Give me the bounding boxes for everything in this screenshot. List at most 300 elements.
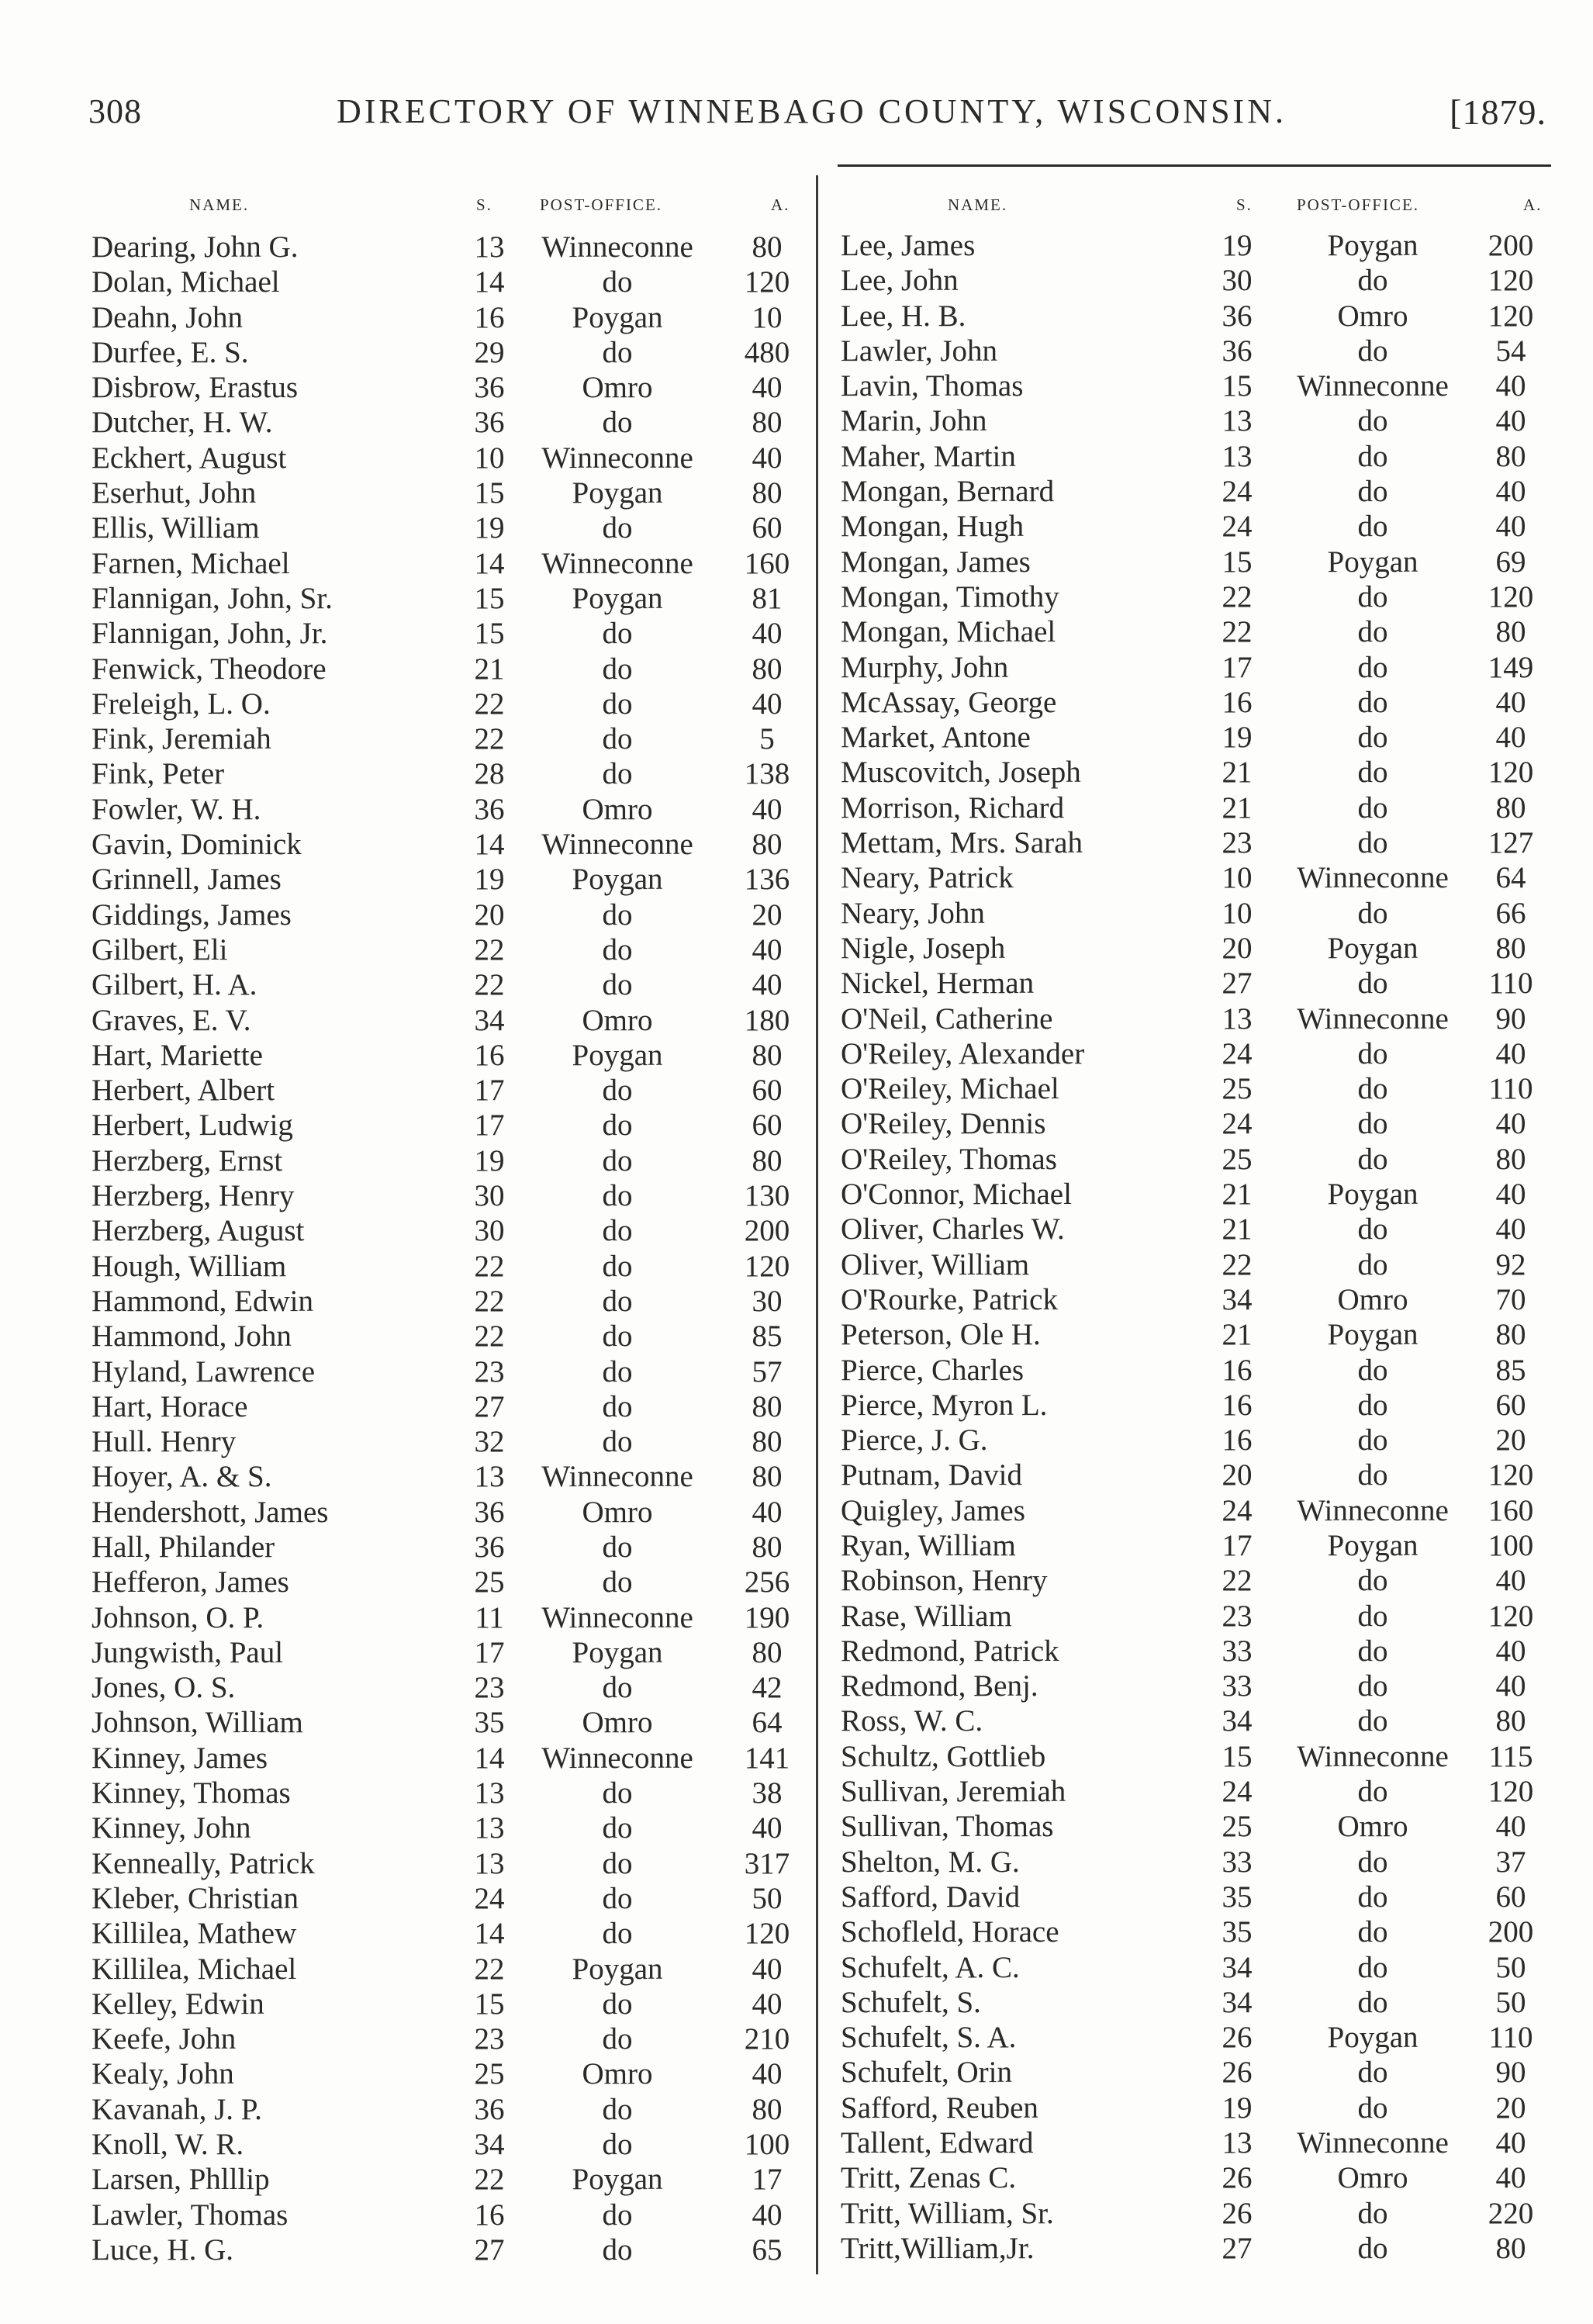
entry-name: Farnen, Michael	[92, 546, 290, 580]
table-row	[841, 1106, 1548, 1141]
entry-section: 32	[474, 1425, 505, 1459]
entry-section: 27	[1222, 967, 1253, 1001]
entry-section: 26	[1222, 2161, 1253, 2195]
entry-post-office: do	[602, 1143, 633, 1178]
entry-acres: 120	[744, 1917, 790, 1951]
entry-name: Killilea, Michael	[92, 1952, 297, 1986]
entry-name: Fink, Jeremiah	[92, 722, 271, 756]
entry-acres: 57	[752, 1354, 783, 1389]
entry-section: 15	[474, 476, 505, 510]
entry-name: Herbert, Ludwig	[92, 1108, 293, 1143]
entry-name: Lawler, Thomas	[92, 2198, 289, 2232]
entry-post-office: do	[1357, 579, 1388, 614]
entry-section: 16	[1222, 685, 1253, 719]
entry-post-office: do	[602, 1530, 633, 1564]
entry-name: O'Reiley, Dennis	[841, 1107, 1046, 1141]
entry-section: 33	[1222, 1845, 1253, 1879]
entry-post-office: do	[1357, 1985, 1388, 2019]
entry-name: Mongan, Timothy	[841, 579, 1059, 614]
entry-acres: 100	[744, 2128, 790, 2162]
entry-name: O'Reiley, Alexander	[841, 1036, 1085, 1070]
entry-name: Shelton, M. G.	[841, 1845, 1020, 1879]
entry-acres: 40	[1495, 1178, 1526, 1212]
entry-section: 13	[474, 230, 505, 264]
entry-section: 24	[1222, 1036, 1253, 1070]
entry-post-office: Omro	[582, 371, 653, 405]
entry-name: Mongan, Michael	[841, 615, 1056, 649]
entry-section: 22	[474, 1952, 505, 1986]
entry-post-office: do	[602, 757, 633, 791]
table-row	[88, 335, 810, 370]
entry-acres: 64	[1495, 861, 1526, 895]
entry-post-office: Poygan	[572, 476, 663, 510]
entry-section: 36	[1222, 334, 1253, 368]
entry-post-office: Poygan	[1327, 1528, 1418, 1562]
entry-section: 22	[1222, 615, 1253, 649]
table-row	[841, 1914, 1548, 1949]
table-row	[841, 1563, 1548, 1598]
entry-name: Herzberg, August	[92, 1214, 305, 1248]
entry-section: 27	[474, 2232, 505, 2267]
entry-acres: 54	[1495, 334, 1526, 368]
entry-name: Safford, Reuben	[841, 2091, 1038, 2125]
entry-section: 17	[1222, 650, 1253, 684]
left-column-headers	[88, 195, 810, 223]
entry-acres: 80	[752, 1635, 783, 1669]
table-row	[88, 1741, 810, 1776]
entry-post-office: do	[1357, 1036, 1388, 1070]
table-row	[88, 1003, 810, 1038]
entry-name: Gilbert, Eli	[92, 932, 228, 967]
entry-name: Nigle, Joseph	[841, 931, 1006, 965]
entry-acres: 40	[1495, 685, 1526, 719]
entry-post-office: Poygan	[1327, 545, 1418, 579]
entry-post-office: Poygan	[1327, 2021, 1418, 2055]
entry-post-office: do	[602, 1846, 633, 1880]
entry-name: Hendershott, James	[92, 1495, 329, 1529]
table-row	[88, 897, 810, 932]
entry-name: Deahn, John	[92, 300, 243, 334]
entry-section: 28	[474, 757, 505, 791]
entry-post-office: do	[1357, 826, 1388, 860]
entry-section: 23	[474, 2022, 505, 2056]
table-row	[841, 1071, 1548, 1106]
entry-post-office: do	[602, 1214, 633, 1248]
entry-section: 11	[475, 1600, 504, 1634]
entry-post-office: do	[602, 897, 633, 932]
entry-name: Oliver, William	[841, 1247, 1030, 1281]
entry-acres: 138	[744, 757, 790, 791]
entry-section: 35	[1222, 1915, 1253, 1949]
table-row	[841, 825, 1548, 860]
entry-acres: 136	[744, 863, 790, 897]
entry-acres: 50	[1495, 1950, 1526, 1984]
entry-name: Jungwisth, Paul	[92, 1635, 284, 1669]
entry-section: 25	[1222, 1810, 1253, 1844]
entry-section: 15	[474, 581, 505, 615]
entry-section: 24	[1222, 1775, 1253, 1809]
entry-section: 30	[474, 1214, 505, 1248]
entry-post-office: do	[1357, 1564, 1388, 1598]
entry-post-office: do	[602, 1354, 633, 1389]
entry-section: 29	[474, 335, 505, 369]
entry-section: 13	[474, 1846, 505, 1880]
entry-post-office: Winneconne	[541, 1600, 693, 1634]
table-row	[841, 1493, 1548, 1528]
entry-acres: 80	[752, 1143, 783, 1178]
entry-name: Ross, W. C.	[841, 1704, 983, 1738]
entry-acres: 40	[1495, 1212, 1526, 1247]
entry-acres: 256	[744, 1565, 790, 1599]
entry-name: Peterson, Ole H.	[841, 1318, 1041, 1352]
entry-post-office: Omro	[1337, 299, 1408, 333]
entry-section: 13	[1222, 2126, 1253, 2160]
table-row	[88, 652, 810, 686]
entry-section: 22	[474, 686, 505, 721]
entry-post-office: Omro	[1337, 1282, 1408, 1316]
table-row	[841, 755, 1548, 790]
entry-section: 36	[474, 406, 505, 440]
entry-post-office: Winneconne	[541, 230, 693, 264]
entry-name: Hammond, John	[92, 1319, 292, 1354]
table-row	[841, 1423, 1548, 1458]
table-row	[841, 1703, 1548, 1738]
entry-acres: 127	[1488, 826, 1534, 860]
table-row	[88, 1776, 810, 1810]
entry-acres: 60	[752, 1074, 783, 1108]
entry-post-office: do	[602, 1108, 633, 1143]
entry-section: 15	[474, 617, 505, 651]
entry-post-office: do	[1357, 650, 1388, 684]
entry-name: Muscovitch, Joseph	[841, 756, 1081, 790]
entry-acres: 40	[1495, 404, 1526, 438]
entry-section: 36	[474, 2092, 505, 2126]
entry-acres: 80	[1495, 439, 1526, 473]
table-row	[841, 2055, 1548, 2090]
entry-name: Dearing, John G.	[92, 230, 299, 264]
entry-acres: 40	[752, 1987, 783, 2021]
entry-post-office: do	[602, 1917, 633, 1951]
entry-section: 25	[474, 2057, 505, 2091]
table-row	[88, 2092, 810, 2127]
entry-post-office: do	[602, 1776, 633, 1810]
entry-acres: 200	[744, 1214, 790, 1248]
entry-name: Larsen, Phlllip	[92, 2163, 270, 2197]
entry-name: Kinney, James	[92, 1741, 268, 1775]
entry-name: Kavanah, J. P.	[92, 2092, 262, 2126]
entry-post-office: do	[1357, 1915, 1388, 1949]
entry-post-office: Omro	[582, 1495, 653, 1529]
entry-post-office: do	[1357, 615, 1388, 649]
table-row	[88, 1916, 810, 1951]
entry-name: Marin, John	[841, 404, 987, 438]
entry-name: Tritt,William,Jr.	[841, 2231, 1035, 2265]
entry-name: Eckhert, August	[92, 441, 287, 475]
entry-name: Schultz, Gottlieb	[841, 1739, 1046, 1773]
entry-name: Sullivan, Thomas	[841, 1810, 1054, 1844]
entry-section: 13	[1222, 439, 1253, 473]
table-row	[88, 370, 810, 405]
entry-section: 15	[1222, 1739, 1253, 1773]
entry-acres: 110	[1488, 967, 1533, 1001]
entry-post-office: do	[1357, 1880, 1388, 1914]
entry-section: 33	[1222, 1669, 1253, 1703]
table-row	[88, 1600, 810, 1635]
entry-post-office: do	[1357, 404, 1388, 438]
table-row	[88, 300, 810, 335]
table-row	[88, 2162, 810, 2197]
table-row	[88, 827, 810, 862]
entry-name: Schufelt, A. C.	[841, 1950, 1020, 1984]
entry-section: 21	[1222, 1212, 1253, 1247]
entry-acres: 40	[752, 441, 783, 475]
table-row	[841, 368, 1548, 403]
table-row	[841, 1142, 1548, 1177]
table-row	[88, 1073, 810, 1108]
entry-acres: 85	[1495, 1353, 1526, 1387]
entry-name: Luce, H. G.	[92, 2232, 234, 2267]
entry-acres: 40	[1495, 510, 1526, 544]
entry-post-office: Winneconne	[1297, 2126, 1449, 2160]
entry-section: 27	[1222, 2231, 1253, 2265]
entry-acres: 317	[744, 1846, 790, 1880]
entry-section: 24	[474, 1881, 505, 1915]
entry-name: Kleber, Christian	[92, 1881, 299, 1915]
left-header-acres: A.	[771, 195, 790, 214]
table-row	[841, 1950, 1548, 1985]
table-row	[841, 1317, 1548, 1352]
entry-acres: 40	[1495, 1107, 1526, 1141]
entry-acres: 180	[744, 1003, 790, 1037]
entry-acres: 200	[1488, 1915, 1534, 1949]
table-row	[841, 685, 1548, 720]
table-row	[88, 1389, 810, 1424]
entry-post-office: Omro	[1337, 1810, 1408, 1844]
table-row	[841, 614, 1548, 649]
entry-name: Herzberg, Henry	[92, 1179, 295, 1213]
table-row	[841, 1985, 1548, 2020]
table-row	[88, 405, 810, 440]
entry-section: 25	[474, 1565, 505, 1599]
entry-name: Lee, John	[841, 264, 959, 298]
entry-acres: 38	[752, 1776, 783, 1810]
entry-name: Jones, O. S.	[92, 1671, 236, 1705]
table-row	[841, 2160, 1548, 2195]
entry-post-office: Omro	[582, 1706, 653, 1740]
entry-post-office: do	[602, 511, 633, 545]
table-row	[841, 1177, 1548, 1212]
entry-section: 15	[1222, 369, 1253, 403]
entry-name: Rase, William	[841, 1599, 1012, 1633]
entry-name: Ryan, William	[841, 1528, 1016, 1562]
entry-acres: 42	[752, 1671, 783, 1705]
table-row	[88, 1354, 810, 1389]
entry-acres: 60	[1495, 1880, 1526, 1914]
entry-acres: 200	[1488, 229, 1534, 262]
entry-acres: 190	[744, 1600, 790, 1634]
entry-acres: 85	[752, 1319, 783, 1354]
entry-acres: 92	[1495, 1247, 1526, 1281]
table-row	[841, 1212, 1548, 1247]
entry-acres: 40	[1495, 721, 1526, 755]
entry-post-office: Poygan	[1327, 229, 1418, 262]
entry-acres: 480	[744, 335, 790, 369]
entry-post-office: do	[1357, 685, 1388, 719]
entry-acres: 81	[752, 581, 783, 615]
entry-section: 22	[474, 1284, 505, 1318]
entry-name: Herbert, Albert	[92, 1074, 275, 1108]
entry-name: Knoll, W. R.	[92, 2128, 244, 2162]
entry-post-office: Winneconne	[541, 546, 693, 580]
entry-acres: 5	[759, 722, 775, 756]
entry-acres: 120	[744, 1249, 790, 1283]
entry-section: 15	[474, 1987, 505, 2021]
entry-section: 36	[474, 792, 505, 826]
entry-name: Hull. Henry	[92, 1425, 237, 1459]
entry-acres: 80	[752, 2092, 783, 2126]
entry-post-office: do	[602, 2128, 633, 2162]
entry-name: Kinney, Thomas	[92, 1776, 291, 1810]
entry-name: Pierce, J. G.	[841, 1423, 988, 1458]
entry-post-office: do	[602, 932, 633, 967]
table-row	[88, 230, 810, 265]
entry-name: Gavin, Dominick	[92, 828, 302, 862]
entry-post-office: do	[1357, 2196, 1388, 2230]
table-row	[88, 792, 810, 827]
table-row	[841, 2091, 1548, 2125]
entry-name: Giddings, James	[92, 897, 292, 932]
entry-post-office: Winneconne	[541, 828, 693, 862]
table-row	[88, 1319, 810, 1354]
entry-post-office: Omro	[582, 1003, 653, 1037]
entry-post-office: do	[602, 652, 633, 686]
entry-name: Gilbert, H. A.	[92, 968, 257, 1002]
entry-section: 14	[474, 1917, 505, 1951]
entry-acres: 40	[752, 1495, 783, 1529]
entry-acres: 40	[1495, 1669, 1526, 1703]
entry-post-office: do	[1357, 1775, 1388, 1809]
entry-section: 23	[474, 1354, 505, 1389]
table-row	[88, 616, 810, 651]
entry-section: 14	[474, 265, 505, 299]
entry-section: 16	[474, 1038, 505, 1072]
entry-post-office: do	[1357, 1599, 1388, 1633]
entry-acres: 210	[744, 2022, 790, 2056]
header-rule	[838, 164, 1551, 167]
entry-acres: 20	[1495, 1423, 1526, 1458]
table-row	[88, 1495, 810, 1530]
entry-name: Schufelt, Orin	[841, 2056, 1012, 2090]
entry-section: 30	[474, 1179, 505, 1213]
entry-section: 22	[474, 932, 505, 967]
entry-section: 22	[474, 1249, 505, 1283]
entry-section: 14	[474, 828, 505, 862]
table-row	[841, 334, 1548, 368]
entry-acres: 130	[744, 1179, 790, 1213]
table-row	[88, 1459, 810, 1494]
entry-post-office: Poygan	[1327, 1318, 1418, 1352]
entry-post-office: Omro	[582, 792, 653, 826]
entry-section: 23	[474, 1671, 505, 1705]
entry-acres: 80	[752, 1460, 783, 1494]
table-row	[88, 476, 810, 510]
table-row	[841, 1634, 1548, 1669]
entry-acres: 30	[752, 1284, 783, 1318]
table-row	[88, 1952, 810, 1987]
table-row	[841, 2125, 1548, 2160]
entry-name: Robinson, Henry	[841, 1564, 1048, 1598]
entry-name: Quigley, James	[841, 1493, 1025, 1527]
table-row	[88, 2198, 810, 2232]
entry-acres: 120	[1488, 299, 1534, 333]
table-row	[841, 896, 1548, 931]
entry-section: 21	[474, 652, 505, 686]
entry-post-office: do	[602, 1881, 633, 1915]
left-header-section: S.	[476, 195, 492, 214]
entry-name: McAssay, George	[841, 685, 1057, 719]
entry-name: Kinney, John	[92, 1811, 251, 1845]
table-row	[841, 1353, 1548, 1388]
entry-section: 21	[1222, 1178, 1253, 1212]
entry-post-office: Poygan	[572, 2163, 663, 2197]
entry-name: Mongan, Bernard	[841, 475, 1055, 509]
entry-name: Hoyer, A. & S.	[92, 1460, 272, 1494]
entry-name: Eserhut, John	[92, 476, 257, 510]
column-divider	[816, 175, 818, 2274]
entry-post-office: do	[1357, 756, 1388, 790]
entry-name: Pierce, Charles	[841, 1353, 1025, 1387]
table-row	[841, 720, 1548, 755]
entry-acres: 120	[1488, 1775, 1534, 1809]
table-row	[88, 1284, 810, 1319]
entry-acres: 120	[1488, 756, 1534, 790]
entry-section: 34	[1222, 1704, 1253, 1738]
entry-acres: 141	[744, 1741, 790, 1775]
entry-acres: 40	[752, 792, 783, 826]
table-row	[841, 1388, 1548, 1423]
entry-section: 10	[1222, 896, 1253, 930]
entry-section: 22	[474, 722, 505, 756]
table-row	[88, 686, 810, 721]
table-row	[88, 2232, 810, 2267]
entry-acres: 120	[744, 265, 790, 299]
entry-acres: 80	[752, 230, 783, 264]
entry-post-office: do	[1357, 2231, 1388, 2265]
entry-post-office: do	[1357, 1845, 1388, 1879]
entry-post-office: do	[1357, 1704, 1388, 1738]
entry-acres: 40	[752, 1811, 783, 1845]
entry-acres: 80	[1495, 1318, 1526, 1352]
entry-post-office: do	[602, 686, 633, 721]
entry-acres: 120	[1488, 1599, 1534, 1633]
entry-name: Freleigh, L. O.	[92, 686, 271, 721]
entry-post-office: Winneconne	[541, 1741, 693, 1775]
entry-acres: 80	[1495, 1704, 1526, 1738]
right-header-section: S.	[1236, 195, 1253, 214]
table-row	[88, 1846, 810, 1881]
entry-acres: 90	[1495, 1001, 1526, 1036]
entry-acres: 40	[1495, 1810, 1526, 1844]
entry-section: 33	[1222, 1634, 1253, 1668]
table-row	[841, 650, 1548, 685]
entry-acres: 80	[752, 1530, 783, 1564]
entry-post-office: do	[1357, 1212, 1388, 1247]
entry-section: 30	[1222, 264, 1253, 298]
entry-post-office: do	[602, 1074, 633, 1108]
table-row	[88, 1249, 810, 1284]
entry-post-office: do	[1357, 1669, 1388, 1703]
entry-section: 19	[474, 511, 505, 545]
